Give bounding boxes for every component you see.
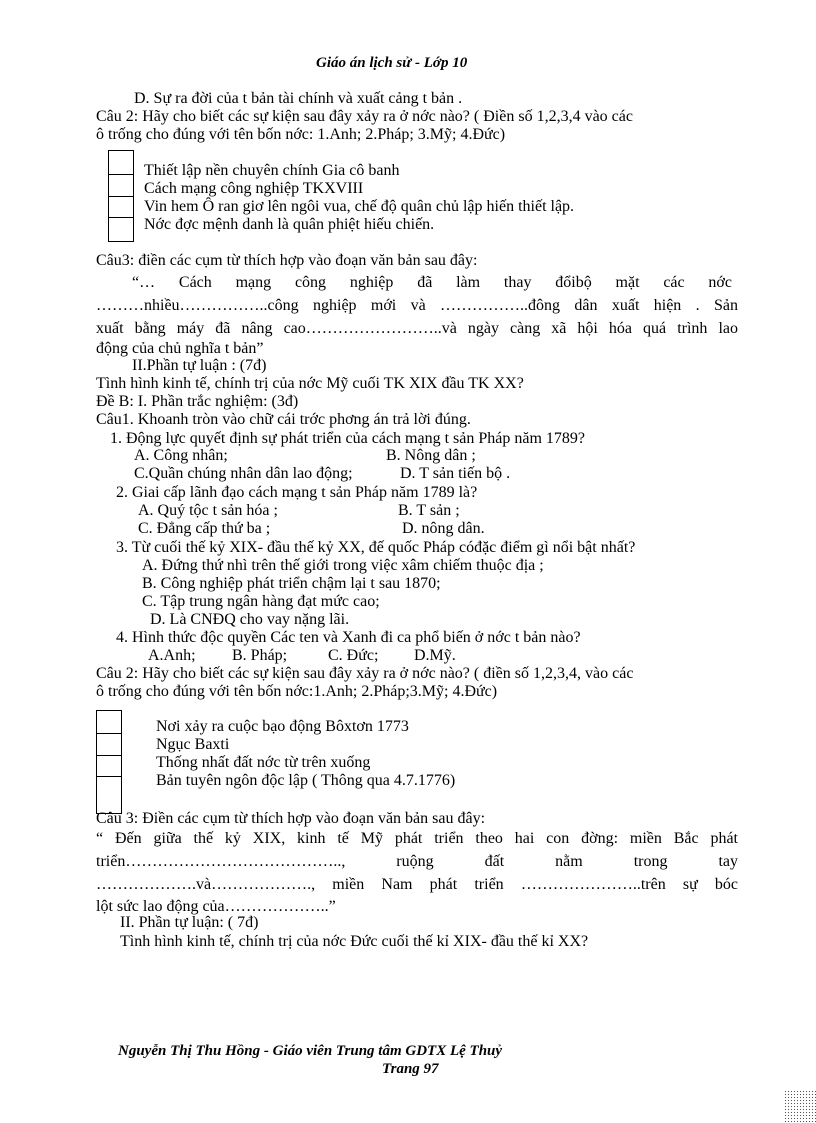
event-item: Vin hem Ô ran giơ lên ngôi vua, chế độ quân chủ lập hiến thiết lập. [144,198,575,215]
essay-question: Tình hình kinh tế, chính trị của nớc Đức cuối thế kỉ XIX- đầu thế kỉ XX? [120,933,589,950]
part-b-q3-title: Câu 3: Điền các cụm từ thích hợp vào đoạn văn bản sau đây: [96,810,486,827]
part-b-q2-line-2: ô trống cho đúng với tên bốn nớc:1.Anh; 2.Pháp;3.Mỹ; 4.Đức) [96,683,498,700]
part-b-title: Đề B: I. Phần trắc nghiệm: (3đ) [96,393,299,410]
event-item: Ngục Baxti [156,736,230,753]
page-header: Giáo án lịch sử - Lớp 10 [316,55,468,71]
footer-author: Nguyễn Thị Thu Hồng - Giáo viên Trung tâm GDTX Lệ Thuỷ [118,1043,503,1059]
mc-option: B. Công nghiệp phát triển chậm lại t sau 1870; [142,575,441,592]
mc-option: C.Quần chúng nhân dân lao động; [134,465,353,482]
event-item: Cách mạng công nghiệp TKXVIII [144,180,364,197]
mc-option: D. T sản tiến bộ . [400,465,511,482]
part-b-q1-title: Câu1. Khoanh tròn vào chữ cái trớc phơng án trả lời đúng. [96,411,471,428]
option-d: D. Sự ra đời của t bản tài chính và xuất cảng t bản . [134,90,463,107]
essay-title: II.Phần tự luận : (7đ) [132,357,267,374]
mc-option: B. Pháp; [232,647,288,664]
answer-box-divider [96,776,122,777]
mc-option: A.Anh; [148,647,196,664]
paragraph-line: ………nhiều……………..công nghiệp mới và ……………..đông dân xuất hiện . Sản [96,297,738,314]
paragraph-line: động của chủ nghĩa t bản” [96,340,264,357]
mc-option: C. Đức; [328,647,379,664]
answer-box[interactable] [96,710,122,814]
paragraph-line: “… Cách mạng công nghiệp đã làm thay đổibộ mặt các nớc [132,274,732,291]
essay-question: Tình hình kinh tế, chính trị của nớc Mỹ cuối TK XIX đầu TK XX? [96,375,524,392]
footer-page-number: Trang 97 [382,1061,439,1077]
mc-option: D. Là CNĐQ cho vay nặng lãi. [150,611,350,628]
mc-question-1: 1. Động lực quyết định sự phát triển của cách mạng t sản Pháp năm 1789? [110,430,586,447]
essay-title: II. Phần tự luận: ( 7đ) [120,914,259,931]
mc-question-3: 3. Từ cuối thế kỷ XIX- đầu thế kỷ XX, đế quốc Pháp cóđặc điểm gì nổi bật nhất? [116,539,636,556]
answer-box-divider [108,196,134,197]
answer-box-divider [96,755,122,756]
mc-option: B. Nông dân ; [386,447,476,464]
answer-box-divider [96,733,122,734]
paragraph-line: lột sức lao động của………………..” [96,898,336,915]
question-2-line-1: Câu 2: Hãy cho biết các sự kiện sau đây xảy ra ở nớc nào? ( Điền số 1,2,3,4 vào các [96,108,633,125]
mc-option: C. Tập trung ngân hàng đạt mức cao; [142,593,380,610]
event-item: Nơi xảy ra cuộc bạo động Bôxtơn 1773 [156,718,409,735]
question-2-line-2: ô trống cho đúng với tên bốn nớc: 1.Anh; 2.Pháp; 3.Mỹ; 4.Đức) [96,126,506,143]
question-3-title: Câu3: điền các cụm từ thích hợp vào đoạn văn bản sau đây: [96,252,478,269]
paragraph-line: “ Đến giữa thế kỷ XIX, kinh tế Mỹ phát triển theo hai con đờng: miền Bắc phát [96,830,738,847]
mc-option: D. nông dân. [402,520,485,537]
mc-option: C. Đẳng cấp thứ ba ; [138,520,271,537]
event-item: Thiết lập nền chuyên chính Gia cô banh [144,162,400,179]
mc-question-4: 4. Hình thức độc quyền Các ten và Xanh đi ca phổ biến ở nớc t bản nào? [116,629,581,646]
mc-option: B. T sản ; [398,502,460,519]
paragraph-line: triển………………………………….., ruộng đất nằm trong tay [96,853,738,870]
mc-option: D.Mỹ. [414,647,456,664]
event-item: Nớc đợc mệnh danh là quân phiệt hiếu chiến. [144,216,435,233]
event-item: Thống nhất đất nớc từ trên xuống [156,754,371,771]
event-item: Bản tuyên ngôn độc lập ( Thông qua 4.7.1776) [156,772,456,789]
mc-option: A. Công nhân; [134,447,228,464]
scan-noise [784,1090,816,1123]
paragraph-line: ……………….và………………., miền Nam phát triển …………………..trên sự bóc [96,876,738,893]
mc-question-2: 2. Giai cấp lãnh đạo cách mạng t sản Pháp năm 1789 là? [116,484,478,501]
mc-option: A. Đứng thứ nhì trên thế giới trong việc xâm chiếm thuộc địa ; [142,557,544,574]
answer-box-divider [108,217,134,218]
part-b-q2-line-1: Câu 2: Hãy cho biết các sự kiện sau đây xảy ra ở nớc nào? ( điền số 1,2,3,4, vào các [96,665,634,682]
paragraph-line: xuất bằng máy đã nâng cao……………………..và ngày càng xã hội hóa quá trình lao [96,320,738,337]
answer-box-divider [108,174,134,175]
mc-option: A. Quý tộc t sản hóa ; [138,502,278,519]
